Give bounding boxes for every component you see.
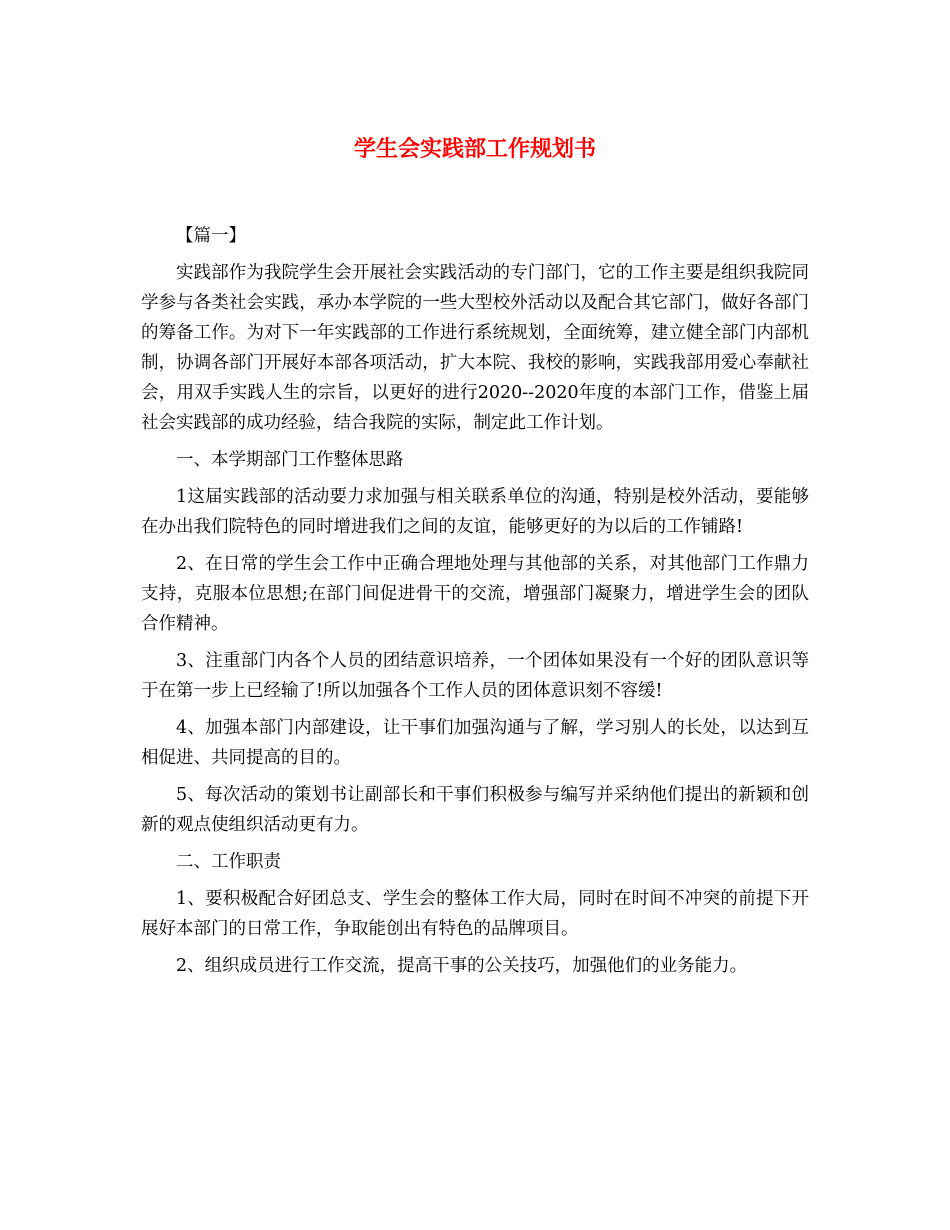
paragraph-duty-2: 2、组织成员进行工作交流，提高干事的公关技巧，加强他们的业务能力。 bbox=[176, 956, 748, 976]
section-heading-overall-approach: 一、本学期部门工作整体思路 bbox=[176, 450, 404, 470]
document-body bbox=[141, 221, 809, 981]
paragraph-point-4: 4、加强本部门内部建设，让干事们加强沟通与了解，学习别人的长处，以达到互相促进、共同提高的目的。 bbox=[141, 718, 809, 768]
section-heading-responsibilities: 二、工作职责 bbox=[176, 852, 281, 872]
section-heading-part-one: 【篇一】 bbox=[176, 226, 246, 246]
document-title: 学生会实践部工作规划书 bbox=[353, 136, 596, 162]
paragraph-intro: 实践部作为我院学生会开展社会实践活动的专门部门，它的工作主要是组织我院同学参与各类社会实践，承办本学院的一些大型校外活动以及配合其它部门，做好各部门的筹备工作。为对下一年实践部的工作进行系统规划，全面统筹，建立健全部门内部机制，协调各部门开展好本部各项活动，扩大本院、我校的影响，实践我部用爱心奉献社会，用双手实践人生的宗旨，以更好的进行2020--2020年度的本部门工作，借鉴上届社会实践部的成功经验，结合我院的实际，制定此工作计划。 bbox=[141, 263, 809, 433]
paragraph-duty-1: 1、要积极配合好团总支、学生会的整体工作大局，同时在时间不冲突的前提下开展好本部门的日常工作，争取能创出有特色的品牌项目。 bbox=[141, 889, 809, 939]
paragraph-point-2: 2、在日常的学生会工作中正确合理地处理与其他部的关系，对其他部门工作鼎力支持，克服本位思想;在部门间促进骨干的交流，增强部门凝聚力，增进学生会的团队合作精神。 bbox=[141, 554, 809, 634]
paragraph-point-3: 3、注重部门内各个人员的团结意识培养，一个团体如果没有一个好的团队意识等于在第一步上已经输了!所以加强各个工作人员的团体意识刻不容缓! bbox=[141, 651, 809, 701]
paragraph-point-5: 5、每次活动的策划书让副部长和干事们积极参与编写并采纳他们提出的新颖和创新的观点使组织活动更有力。 bbox=[141, 785, 809, 835]
paragraph-point-1: 1这届实践部的活动要力求加强与相关联系单位的沟通，特别是校外活动，要能够在办出我们院特色的同时增进我们之间的友谊，能够更好的为以后的工作铺路! bbox=[141, 487, 809, 537]
